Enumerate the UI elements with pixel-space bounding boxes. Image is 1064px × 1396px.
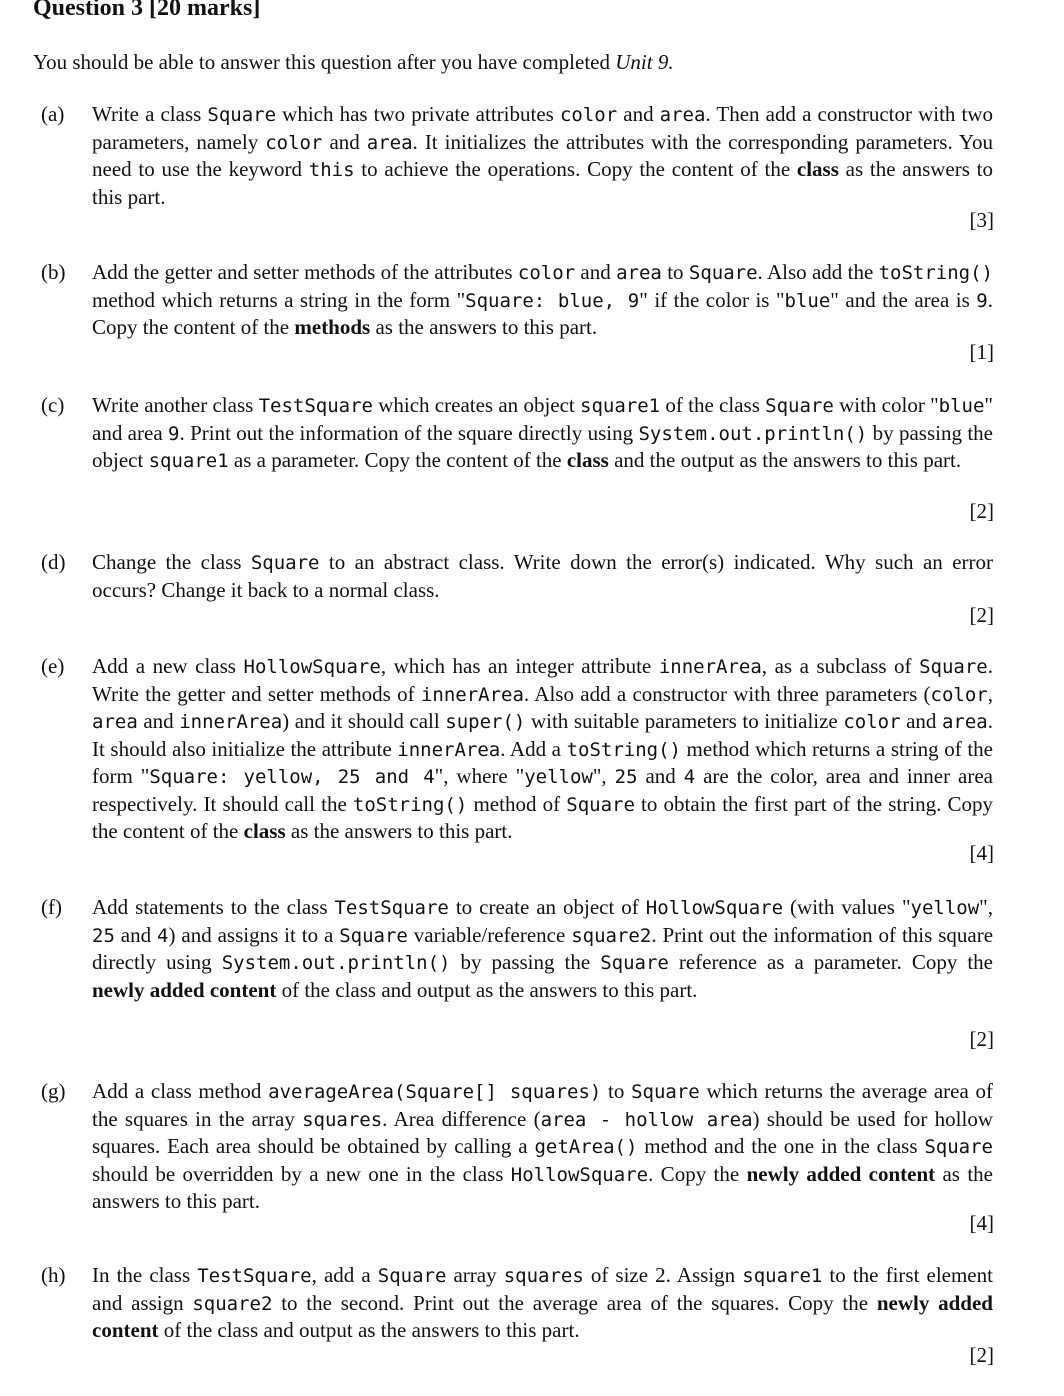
part-text: Add the getter and setter methods of the attributes color and area to Square. Also add the toString() method which returns a string in the form "Square: blue, 9" if the color is "blue" and the area is 9. Copy the content of the methods as the answers to this part. <box>92 260 993 339</box>
part-label: (d) <box>41 550 66 574</box>
part-marks: [4] <box>969 1211 994 1235</box>
part-text: Add statements to the class TestSquare to create an object of HollowSquare (with values "yellow", 25 and 4) and assigns it to a Square variable/reference square2. Print out the information of this square directly using System.out.println() by passing the Square reference as a parameter. Copy the newly added content of the class and output as the answers to this part. <box>92 895 994 1002</box>
part-label: (b) <box>41 260 66 284</box>
part-marks: [2] <box>969 1343 994 1367</box>
unit-reference: Unit 9. <box>615 50 674 74</box>
part-text: In the class TestSquare, add a Square array squares of size 2. Assign square1 to the first element and assign square2 to the second. Print out the average area of the squares. Copy the newly added content of the class and output as the answers to this part. <box>92 1263 993 1342</box>
part-label: (e) <box>41 654 65 678</box>
part-marks: [3] <box>969 208 994 232</box>
part-text: Add a class method averageArea(Square[] squares) to Square which returns the average area of the squares in the array squares. Area difference (area - hollow area) should be used for hollow squares. Each area should be obtained by calling a getArea() method and the one in the class Square should be overridden by a new one in the class HollowSquare. Copy the newly added content as the answers to this part. <box>92 1079 994 1213</box>
part-text: Change the class Square to an abstract class. Write down the error(s) indicated. Why such an error occurs? Change it back to a normal class. <box>92 550 993 602</box>
part-label: (c) <box>41 393 65 417</box>
part-marks: [2] <box>969 499 994 523</box>
part-label: (h) <box>41 1263 66 1287</box>
part-text: Write a class Square which has two private attributes color and area. Then add a constructor with two parameters, namely color and area. It initializes the attributes with the corresponding parameters. You need to use the keyword this to achieve the operations. Copy the content of the class as the answers to this part. <box>92 102 994 209</box>
part-marks: [1] <box>969 340 994 364</box>
intro-text: You should be able to answer this question after you have completed Unit 9. <box>33 50 674 74</box>
part-marks: [2] <box>969 1027 994 1051</box>
part-text: Write another class TestSquare which creates an object square1 of the class Square with color "blue" and area 9. Print out the information of the square directly using System.out.println() by passing the object square1 as a parameter. Copy the content of the class and the output as the answers to this part. <box>92 393 994 472</box>
part-text: Add a new class HollowSquare, which has an integer attribute innerArea, as a subclass of Square. Write the getter and setter methods of innerArea. Also add a constructor with three parameters (color, area and innerArea) and it should call super() with suitable parameters to initialize color and area. It should also initialize the attribute innerArea. Add a toString() method which returns a string of the form "Square: yellow, 25 and 4", where "yellow", 25 and 4 are the color, area and inner area respectively. It should call the toString() method of Square to obtain the first part of the string. Copy the content of the class as the answers to this part. <box>92 654 993 843</box>
part-marks: [4] <box>969 841 994 865</box>
part-label: (f) <box>41 895 62 919</box>
part-label: (a) <box>41 102 65 126</box>
part-marks: [2] <box>969 603 994 627</box>
question-title: Question 3 [20 marks] <box>33 0 261 21</box>
part-label: (g) <box>41 1079 66 1103</box>
